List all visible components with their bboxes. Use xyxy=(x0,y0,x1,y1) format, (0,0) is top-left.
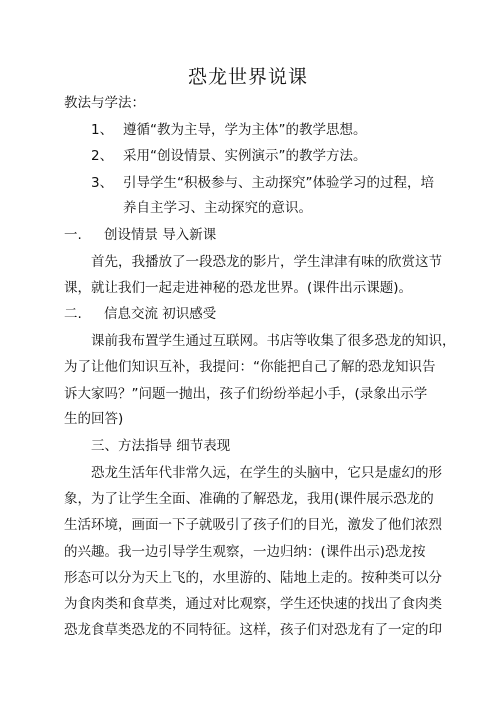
method-item-text: 引导学生“积极参与、主动探究”体验学习的过程，培 xyxy=(123,175,434,191)
paragraph-text: 首先，我播放了一段恐龙的影片，学生津津有味的欣赏这节 xyxy=(91,254,442,270)
section-number: 二. xyxy=(64,306,82,322)
paragraph-text: 诉大家吗？”问题一抛出，孩子们纷纷举起小手，(录象出示学 xyxy=(64,386,428,402)
paragraph-text: 为了让他们知识互补，我提问：“你能把自己了解的恐龙知识告 xyxy=(64,359,436,375)
paragraph-text: 为食肉类和食草类，通过对比观察，学生还快速的找出了食肉类 xyxy=(64,596,442,612)
method-item-number: 1、 xyxy=(91,122,114,138)
section-heading: 信息交流 初识感受 xyxy=(104,306,217,322)
method-item-text: 采用“创设情景、实例演示”的教学方法。 xyxy=(123,148,367,164)
paragraph-text: 恐龙生活年代非常久远，在学生的头脑中，它只是虚幻的形 xyxy=(91,465,442,481)
paragraph-text: 恐龙食草类恐龙的不同特征。这样，孩子们对恐龙有了一定的印 xyxy=(64,622,442,638)
document-title: 恐龙世界说课 xyxy=(187,66,308,88)
paragraph-text: 课前我布置学生通过互联网。书店等收集了很多恐龙的知识， xyxy=(91,333,456,349)
method-item-text: 遵循“教为主导，学为主体”的教学思想。 xyxy=(123,122,367,138)
paragraph-text: 象，为了让学生全面、准确的了解恐龙，我用(课件展示恐龙的 xyxy=(64,491,434,507)
section-number: 一. xyxy=(64,227,82,243)
section-heading: 创设情景 导入新课 xyxy=(104,227,217,243)
method-item-number: 2、 xyxy=(91,148,114,164)
section-heading: 三、方法指导 细节表现 xyxy=(91,438,231,454)
paragraph-text: 生的回答) xyxy=(64,411,124,427)
method-item-number: 3、 xyxy=(91,175,114,191)
paragraph-text: 形态可以分为天上飞的，水里游的、陆地上走的。按种类可以分 xyxy=(64,570,442,586)
paragraph-text: 生活环境，画面一下子就吸引了孩子们的目光，激发了他们浓烈 xyxy=(64,517,442,533)
method-item-text: 养自主学习、主动探究的意识。 xyxy=(123,200,312,216)
paragraph-text: 的兴趣。我一边引导学生观察，一边归纳：(课件出示)恐龙按 xyxy=(64,544,426,560)
paragraph-text: 课，就让我们一起走进神秘的恐龙世界。(课件出示课题)。 xyxy=(64,280,413,296)
method-heading: 教法与学法： xyxy=(64,95,145,111)
